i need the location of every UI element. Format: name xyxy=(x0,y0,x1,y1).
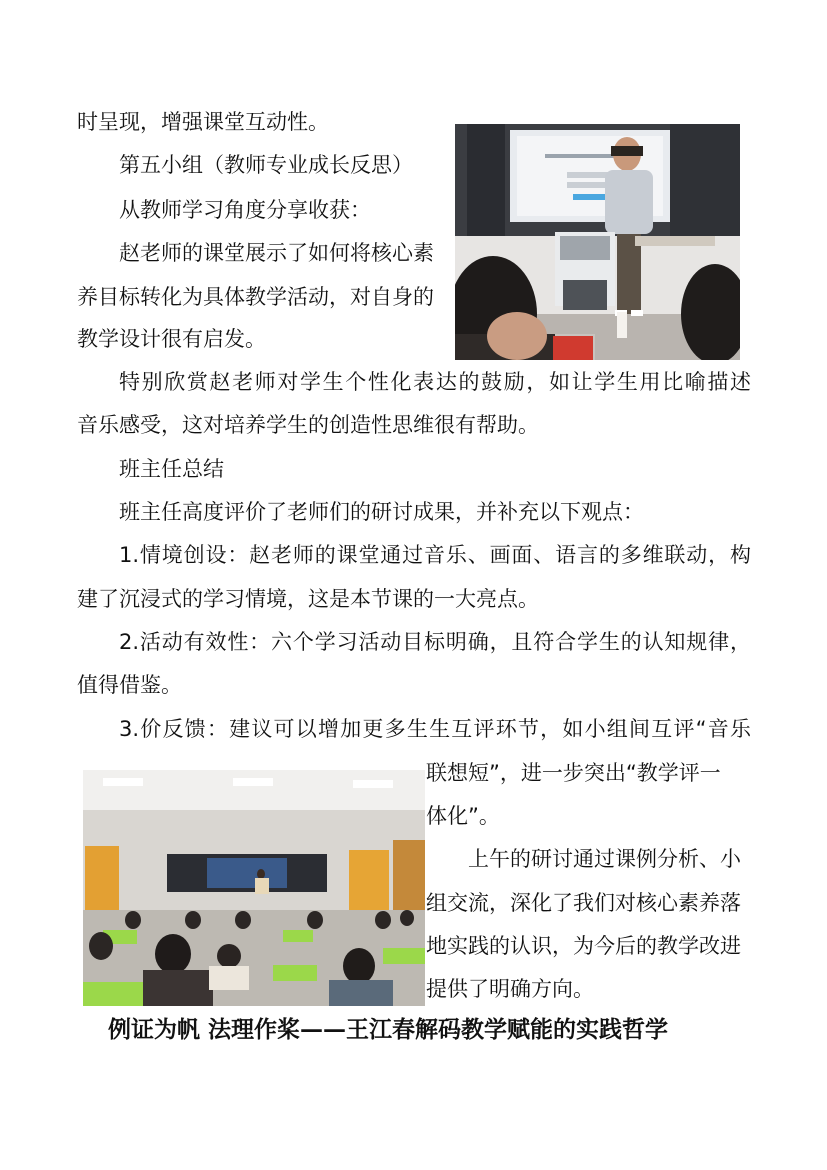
paragraph-line: 值得借鉴。 xyxy=(77,673,182,697)
section-title: 例证为帆 法理作桨——王江春解码教学赋能的实践哲学 xyxy=(108,1016,669,1043)
presenter-photo-graphic xyxy=(455,124,740,360)
paragraph-line: 养目标转化为具体教学活动，对自身的 xyxy=(77,285,434,309)
group-heading: 第五小组（教师专业成长反思） xyxy=(119,153,413,177)
section-subheading: 班主任总结 xyxy=(119,457,224,481)
paragraph-line: 从教师学习角度分享收获： xyxy=(119,198,371,222)
paragraph-line: 1.情境创设：赵老师的课堂通过音乐、画面、语言的多维联动，构 xyxy=(119,543,751,567)
paragraph-line: 建了沉浸式的学习情境，这是本节课的一大亮点。 xyxy=(77,587,539,611)
paragraph-line: 时呈现，增强课堂互动性。 xyxy=(77,110,329,134)
paragraph-line: 教学设计很有启发。 xyxy=(77,327,266,351)
paragraph-line: 赵老师的课堂展示了如何将核心素 xyxy=(119,241,434,265)
classroom-photo xyxy=(83,770,425,1006)
classroom-photo-graphic xyxy=(83,770,425,1006)
paragraph-line: 3.价反馈：建议可以增加更多生生互评环节，如小组间互评“音乐 xyxy=(119,717,751,741)
paragraph-line: 特别欣赏赵老师对学生个性化表达的鼓励，如让学生用比喻描述 xyxy=(119,370,751,394)
paragraph-line: 组交流，深化了我们对核心素养落 xyxy=(426,891,741,915)
paragraph-line: 音乐感受，这对培养学生的创造性思维很有帮助。 xyxy=(77,413,539,437)
paragraph-line: 地实践的认识，为今后的教学改进 xyxy=(426,934,741,958)
paragraph-line: 提供了明确方向。 xyxy=(426,977,594,1001)
paragraph-line: 班主任高度评价了老师们的研讨成果，并补充以下观点： xyxy=(119,500,644,524)
paragraph-line: 体化”。 xyxy=(426,804,500,828)
paragraph-line: 联想短”，进一步突出“教学评一 xyxy=(426,761,721,785)
paragraph-line: 2.活动有效性：六个学习活动目标明确，且符合学生的认知规律， xyxy=(119,630,751,654)
paragraph-line: 上午的研讨通过课例分析、小 xyxy=(468,847,741,871)
presenter-photo xyxy=(455,124,740,360)
